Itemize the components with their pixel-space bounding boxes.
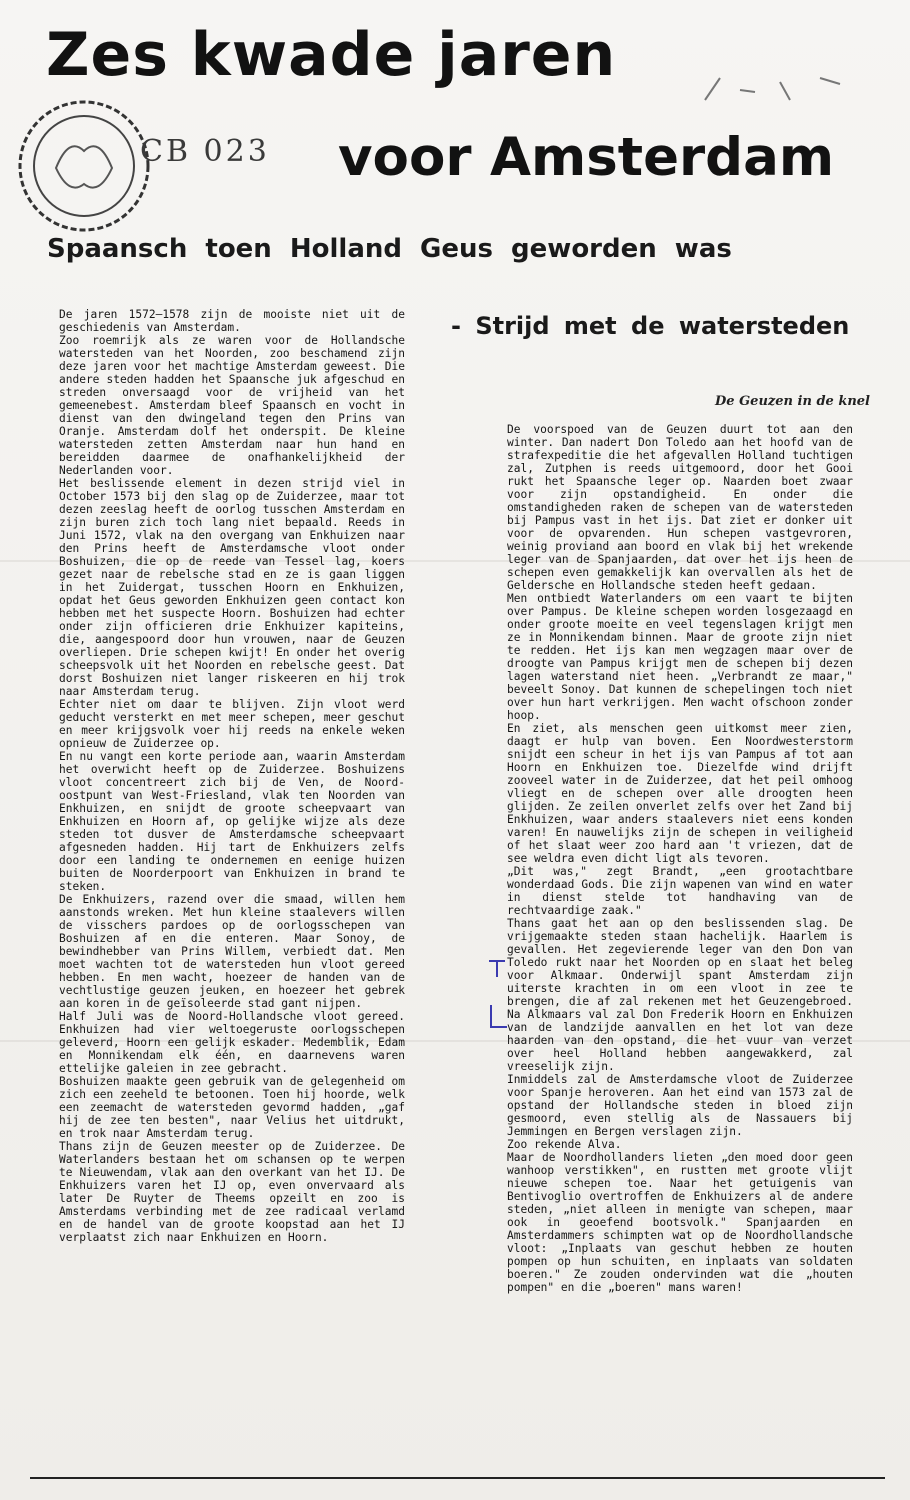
paragraph: En nu vangt een korte periode aan, waarin Amsterdam het overwicht heeft op de Zuiderzee. Boshuizens vloot concentreert zich bij de Ven, de Noord-oostpunt van West-Friesland, vlak ten Noorden van Enkhuizen, en snijdt de groote scheepvaart van Enkhuizen en Hoorn af, op gelijke wijze als deze steden tot dusver de Amsterdamsche scheepvaart afgesneden hadden. Hij tart de Enkhuizers zelfs door een landing te ondernemen en eenige huizen buiten de Noorderpoort van Enkhuizen in brand te steken. [59, 750, 405, 893]
bottom-rule [30, 1477, 885, 1479]
paragraph: Boshuizen maakte geen gebruik van de gelegenheid om zich een zeeheld te betoonen. Toen hij hoorde, welk een zeemacht de watersteden gevormd hadden, „gaf hij de zee ten besten", naar Velius het uitdrukt, en trok naar Amsterdam terug. [59, 1075, 405, 1140]
paragraph: Thans gaat het aan op den beslissenden slag. De vrijgemaakte steden staan hachelijk. Haarlem is gevallen. Het zegevierende leger van den Don van Toledo rukt naar het Noorden op en slaat het beleg voor Alkmaar. Onderwijl spant Amsterdam zijn uiterste krachten in om een vloot in zee te brengen, die af zal rekenen met het Geuzengebroed. Na Alkmaars val zal Don Frederik Hoorn en Enkhuizen van de landzijde aanvallen en het lot van deze haarden van den opstand, die het vuur van verzet over heel Holland hebben aangewakkerd, zal vreeselijk zijn. [507, 917, 853, 1073]
paragraph: Zoo roemrijk als ze waren voor de Hollandsche watersteden van het Noorden, zoo beschamend zijn deze jaren voor het machtige Amsterdam geweest. Die andere steden hadden het Spaansche juk afgeschud en streden onversaagd voor de vrijheid van het gemeenebest. Amsterdam bleef Spaansch en vocht in dienst van den dwingeland tegen den Prins van Oranje. Amsterdam dolf het onderspit. De kleine watersteden zetten Amsterdam naar hun hand en bereidden daarmee de onafhankelijkheid der Nederlanden voor. [59, 334, 405, 477]
paragraph: Inmiddels zal de Amsterdamsche vloot de Zuiderzee voor Spanje heroveren. Aan het eind van 1573 zal de opstand der Hollandsche steden in bloed zijn gesmoord, even stellig als de Nassauers bij Jemmingen en Bergen verslagen zijn. [507, 1073, 853, 1138]
paragraph: Maar de Noordhollanders lieten „den moed door geen wanhoop verstikken", en rustten met groote vlijt nieuwe schepen toe. Naar het getuigenis van Bentivoglio overtroffen de Enkhuizers al de andere steden, „niet alleen in menigte van schepen, maar ook in geoefend bootsvolk." Spanjaarden en Amsterdammers schimpten wat op de Noordhollandsche vloot: „Inplaats van geschut hebben ze houten pompen op hun schuiten, en inplaats van soldaten boeren." Ze zouden ondervinden wat die „houten pompen" en die „boeren" mans waren! [507, 1151, 853, 1294]
paragraph: Het beslissende element in dezen strijd viel in October 1573 bij den slag op de Zuiderzee, maar tot dezen zeeslag heeft de oorlog tusschen Amsterdam en zijn buren zich toch lang niet bepaald. Reeds in Juni 1572, vlak na den overgang van Enkhuizen naar den Prins heeft de Amsterdamsche vloot onder Boshuizen, die op de reede van Tessel lag, koers gezet naar de rebelsche stad en ze is gaan liggen in het Zuidergat, tusschen Hoorn en Enkhuizen, opdat het Geus geworden Enkhuizen geen contact kon hebben met het suspecte Hoorn. Boshuizen had echter onder zijn officieren drie Enkhuizer kapiteins, die, aangespoord door hun vrouwen, naar de Geuzen overliepen. Drie schepen kwijt! En onder het overig scheepsvolk uit het Noorden en rebelsche geest. Dat dorst Boshuizen niet langer riskeeren en hij trok naar Amsterdam terug. [59, 477, 405, 698]
headline-line-2: voor Amsterdam [338, 127, 835, 188]
paragraph: De voorspoed van de Geuzen duurt tot aan den winter. Dan nadert Don Toledo aan het hoofd van de strafexpeditie die het afgevallen Holland tuchtigen zal, Zutphen is reeds uitgemoord, door het Gooi rukt het Spaansche leger op. Naarden boet zwaar voor zijn opstandigheid. En onder die omstandigheden raken de schepen van de watersteden bij Pampus vast in het ijs. Dat ziet er donker uit voor de opvarenden. Hun schepen vastgevroren, weinig proviand aan boord en vlak bij het wrekende leger van de Spanjaarden, dat over het ijs heen de schepen even gemakkelijk kan overvallen als het de Geldersche en Hollandsche steden heeft gedaan. [507, 423, 853, 592]
section-heading: - Strijd met de watersteden [451, 312, 850, 340]
paragraph: Men ontbiedt Waterlanders om een vaart te bijten over Pampus. De kleine schepen worden losgezaagd en onder groote moeite en veel tegenslagen krijgt men ze in Monnikendam binnen. Maar de groote zijn niet te redden. Het ijs kan men wegzagen maar over de droogte van Pampus krijgt men de schepen bij dezen lagen waterstand niet heen. „Verbrandt ze maar," beveelt Sonoy. Dat kunnen de schepelingen toch niet over hun hart verkrijgen. Men wacht ofschoon zonder hoop. [507, 592, 853, 722]
scribble-marks [700, 70, 850, 110]
subtitle: Spaansch toen Holland Geus geworden was [47, 234, 732, 264]
paragraph: Echter niet om daar te blijven. Zijn vloot werd geducht versterkt en met meer schepen, meer geschut en meer krijgsvolk voer hij reeds na enkele weken opnieuw de Zuiderzee op. [59, 698, 405, 750]
paragraph: Thans zijn de Geuzen meester op de Zuiderzee. De Waterlanders bestaan het om schansen op te werpen te Nieuwendam, vlak aan den overkant van het IJ. De Enkhuizers varen het IJ op, even onvervaard als later De Ruyter de Theems opzeilt en zoo is Amsterdams verbinding met de zee radicaal verlamd en de handel van de groote koopstad aan het IJ verplaatst zich naar Enkhuizen en Hoorn. [59, 1140, 405, 1244]
paragraph: „Dit was," zegt Brandt, „een grootachtbare wonderdaad Gods. Die zijn wapenen van wind en water in dienst stelde tot handhaving van de rechtvaardige zaak." [507, 865, 853, 917]
paragraph: Zoo rekende Alva. [507, 1138, 622, 1151]
headline-line-1: Zes kwade jaren [46, 20, 617, 90]
paragraph: Half Juli was de Noord-Hollandsche vloot gereed. Enkhuizen had vier weltoegeruste oorlogsschepen geleverd, Hoorn een gelijk eskader. Medemblik, Edam en Monnikendam elk één, en daarnevens waren ettelijke galeien in zee gebracht. [59, 1010, 405, 1075]
paragraph: De Enkhuizers, razend over die smaad, willen hem aanstonds wreken. Met hun kleine staalevers willen de visschers pardoes op de oorlogsschepen van Boshuizen af en die enteren. Maar Sonoy, de bewindhebber van Prins Willem, verbiedt dat. Men moet wachten tot de watersteden hun vloot gereed hebben. En men wacht, hoezeer de handen van de vechtlustige geuzen jeuken, en hoezeer het gebrek aan koren in de geïsoleerde stad gant nijpen. [59, 893, 405, 1010]
paragraph: En ziet, als menschen geen uitkomst meer zien, daagt er hulp van boven. Een Noordwesterstorm snijdt een scheur in het ijs van Pampus af tot aan Hoorn en Enkhuizen toe. Diezelfde wind drijft zooveel water in de Zuiderzee, dat het peil omhoog vliegt en de schepen over alle droogten heen glijden. Ze zeilen onverlet zelfs over het Zand bij Enkhuizen, waar anders staalevers niet eens konden varen! En nauwelijks zijn de schepen in veiligheid of het slaat weer zoo hard aan 't vriezen, dat de see weldra even dicht ligt als tevoren. [507, 722, 853, 865]
kicker: De Geuzen in de knel [715, 394, 870, 409]
paragraph: De jaren 1572—1578 zijn de mooiste niet uit de geschiedenis van Amsterdam. [59, 308, 405, 334]
left-column [59, 308, 405, 1244]
pen-annotation-icon [483, 955, 513, 1035]
archive-code: CB 023 [140, 134, 270, 169]
archive-stamp-icon [14, 96, 154, 236]
right-column [507, 423, 853, 1294]
